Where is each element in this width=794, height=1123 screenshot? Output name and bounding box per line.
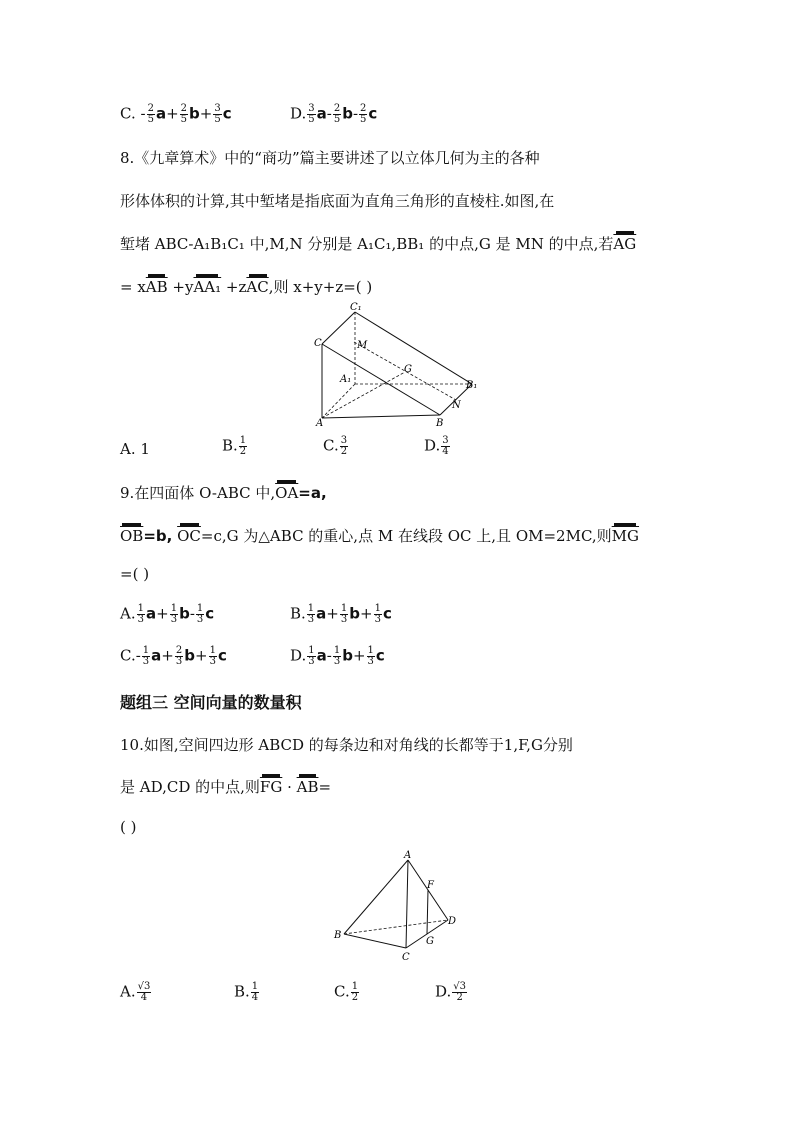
vector-ab: $\overline{AB}$ xyxy=(145,278,168,296)
q10-option-a: A. $\frac{√3}{4}$ xyxy=(120,981,151,1003)
label-g: G xyxy=(404,364,412,375)
q8-option-a: A. 1 xyxy=(120,440,150,458)
q9-option-d: D. $\frac{1}{3}$ a- $\frac{1}{3}$ b+ $\frac{1}{3}$ c xyxy=(290,645,385,667)
frac: $\frac{2}{5}$ xyxy=(147,103,154,125)
label-a: A xyxy=(316,418,324,429)
label-g: G xyxy=(426,936,434,947)
label-b1: B₁ xyxy=(466,380,478,391)
label-b: B xyxy=(334,930,342,941)
vector-ag: $\overline{AG}$ xyxy=(613,235,637,253)
vector-fg: $\overline{FG}$ xyxy=(259,778,283,796)
label-m: M xyxy=(357,340,368,351)
vector-ab: $\overline{AB}$ xyxy=(296,778,319,796)
vector-oc: $\overline{OC}$ xyxy=(177,527,201,545)
section-heading: 题组三 空间向量的数量积 xyxy=(120,693,302,712)
q9-line-1: 9.在四面体 O-ABC 中$,\overline{OA}=a$, xyxy=(120,484,327,502)
label-f: F xyxy=(427,880,434,891)
label-d: D xyxy=(448,916,457,927)
label-c: C xyxy=(402,952,410,963)
vector-mg: $\overline{MG}$ xyxy=(611,527,640,545)
q10-line-1: 10.如图,空间四边形 ABCD 的每条边和对角线的长都等于1,F,G分别 xyxy=(120,736,573,754)
q8-line-3: 堑堵 ABC-A₁B₁C₁ 中,M,N 分别是 A₁C₁,BB₁ 的中点,G 是 MN 的中点,若$\overline{AG}$ xyxy=(120,235,637,253)
q8-option-d: D. $\frac{3}{4}$ xyxy=(424,435,449,457)
q9-option-a: A. $\frac{1}{3}$ a+ $\frac{1}{3}$ b- $\frac{1}{3}$ c xyxy=(120,603,215,625)
q9-line-2: $\overline{OB}=b$, $\overline{OC}=c,G$ 为△ABC 的重心,点 M 在线段 OC 上,且 OM=2MC,则$\overline{MG}$ xyxy=(120,527,640,545)
vector-ac: $\overline{AC}$ xyxy=(246,278,269,296)
q9-option-c: C.- $\frac{1}{3}$ a+ $\frac{2}{3}$ b+ $\frac{1}{3}$ c xyxy=(120,645,227,667)
prism-figure xyxy=(300,300,490,430)
q10-line-2: 是 AD,CD 的中点,则$\overline{FG} \cdot \overline{AB}=$ xyxy=(120,778,332,796)
label-a1: A₁ xyxy=(340,374,352,385)
q8-line-4: = $x\overline{AB} +yAA_1 +z\overline{AC}$,则 x+y+z=( ) xyxy=(120,278,373,296)
tetrahedron-figure xyxy=(330,848,470,968)
q10-option-d: D. $\frac{√3}{2}$ xyxy=(435,981,466,1003)
q8-option-b: B. $\frac{1}{2}$ xyxy=(222,435,247,457)
vector-aa1: AA₁ xyxy=(193,278,222,296)
q8-option-c: C. $\frac{3}{2}$ xyxy=(323,435,348,457)
q7-option-d: D. $\frac{3}{5}$ a- $\frac{2}{5}$ b- $\frac{2}{5}$ c xyxy=(290,103,378,125)
label-c1: C₁ xyxy=(350,302,362,313)
q7-option-c: C. - $\frac{2}{5}$ a+ $\frac{2}{5}$ b+ $\frac{3}{5}$ c xyxy=(120,103,232,125)
label-c: C xyxy=(314,338,322,349)
label-n: N xyxy=(452,400,461,411)
vector-ob: $\overline{OB}$ xyxy=(120,527,144,545)
vector-oa: $\overline{OA}$ xyxy=(275,484,299,502)
q10-option-c: C. $\frac{1}{2}$ xyxy=(334,981,359,1003)
q9-line-3: =( ) xyxy=(120,565,150,583)
q9-option-b: B. $\frac{1}{3}$ a+ $\frac{1}{3}$ b+ $\frac{1}{3}$ c xyxy=(290,603,392,625)
label-b: B xyxy=(436,418,444,429)
q10-line-3: ( ) xyxy=(120,818,137,836)
label-a: A xyxy=(404,850,412,861)
q8-line-2: 形体体积的计算,其中堑堵是指底面为直角三角形的直棱柱.如图,在 xyxy=(120,192,555,210)
q10-option-b: B. $\frac{1}{4}$ xyxy=(234,981,259,1003)
q8-line-1: 8.《九章算术》中的“商功”篇主要讲述了以立体几何为主的各种 xyxy=(120,149,540,167)
